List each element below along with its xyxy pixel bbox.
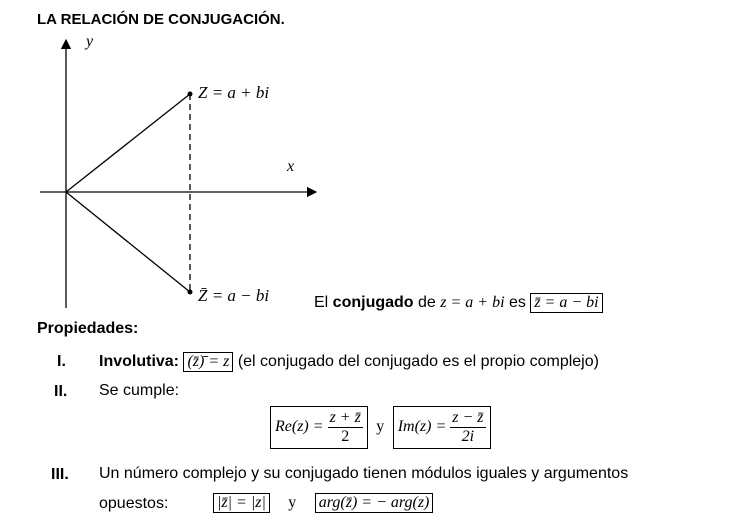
properties-heading: Propiedades: xyxy=(37,320,139,337)
involutive-formula: (z̄)̄ = z xyxy=(183,352,233,372)
re-numerator: z + z̄ xyxy=(329,409,361,426)
involutive-explanation: (el conjugado del conjugado es el propio complejo) xyxy=(237,353,599,370)
y-axis-label: y xyxy=(86,33,94,50)
re-denominator: 2 xyxy=(328,427,363,446)
sentence-prefix: El xyxy=(314,294,333,311)
conjugate-boxed-formula: z̄ = a − bi xyxy=(530,293,602,313)
re-im-connector: y xyxy=(376,418,385,436)
im-denominator: 2i xyxy=(450,427,485,446)
property-involutive xyxy=(99,352,599,372)
argument-formula: arg(z̄) = − arg(z) xyxy=(315,493,434,513)
conjugate-sentence xyxy=(314,293,603,313)
property-iii-line1: Un número complejo y su conjugado tienen módulos iguales y argumentos xyxy=(99,465,629,482)
im-fraction xyxy=(450,409,485,446)
sentence-es: es xyxy=(504,294,531,311)
sentence-bold-word: conjugado xyxy=(332,294,414,311)
property-re-im-formulas xyxy=(270,406,491,449)
property-se-cumple-label: Se cumple: xyxy=(99,382,180,399)
re-lhs: Re(z) = xyxy=(275,418,324,436)
numeral-iii: III. xyxy=(51,466,69,483)
property-iii-formulas xyxy=(213,493,433,513)
page-title: LA RELACIÓN DE CONJUGACIÓN. xyxy=(37,11,285,28)
numeral-i: I. xyxy=(57,353,66,370)
property-iii-line2: opuestos: xyxy=(99,495,169,512)
modulus-formula: |z̄| = |z| xyxy=(213,493,270,513)
point-z-label: Z = a + bi xyxy=(198,83,270,102)
numeral-ii: II. xyxy=(54,383,68,400)
im-numerator: z − z̄ xyxy=(452,409,484,426)
im-lhs: Im(z) = xyxy=(397,418,447,436)
x-axis-label: x xyxy=(287,158,295,175)
point-conj-label: Z̄ = a − bi xyxy=(198,286,270,305)
vector-conj xyxy=(66,192,190,292)
complex-plane-diagram xyxy=(30,30,320,315)
vector-z xyxy=(66,94,190,192)
involutive-label: Involutiva: xyxy=(99,353,180,370)
im-formula-box xyxy=(393,406,491,449)
re-formula-box xyxy=(270,406,368,449)
z-expression: z = a + bi xyxy=(440,294,505,311)
sentence-middle: de xyxy=(413,294,441,311)
re-fraction xyxy=(328,409,363,446)
mod-arg-connector: y xyxy=(288,494,297,511)
point-z xyxy=(188,92,193,97)
point-conj xyxy=(188,290,193,295)
